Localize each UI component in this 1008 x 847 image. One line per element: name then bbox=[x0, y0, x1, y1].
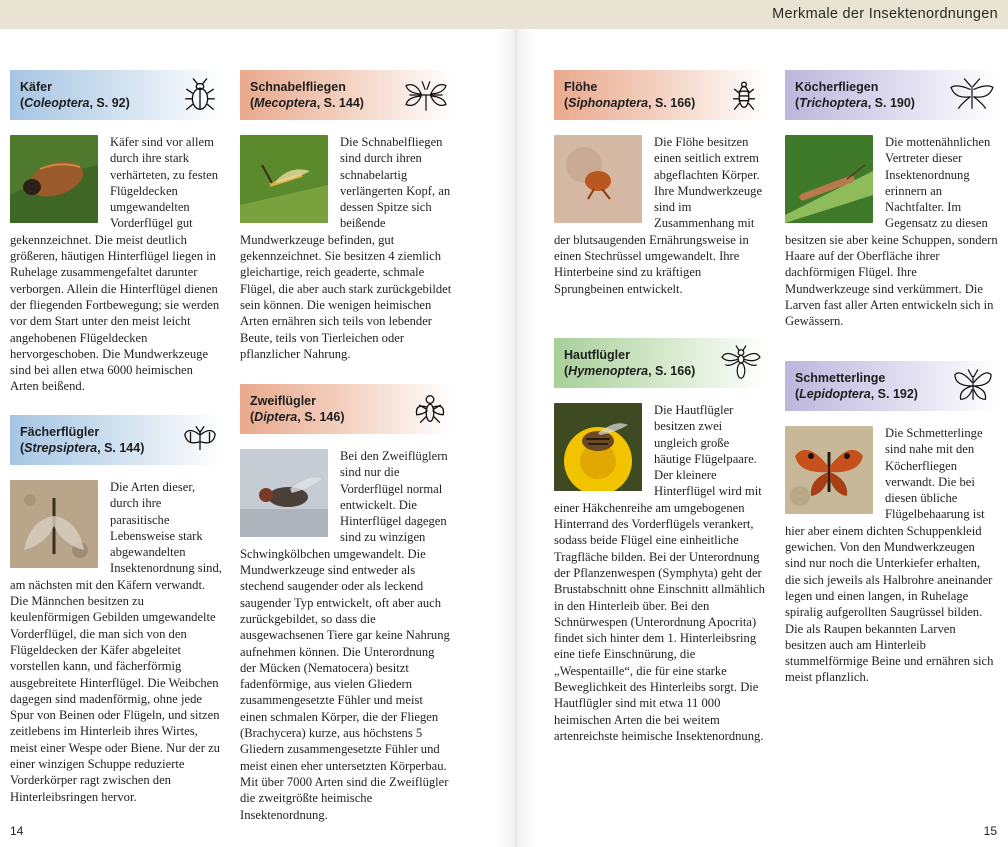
entry-title: Käfer bbox=[20, 80, 52, 94]
butterfly-photo bbox=[785, 426, 873, 514]
latin-name: Coleoptera bbox=[24, 96, 90, 110]
entry-schmetterlinge bbox=[785, 361, 998, 686]
entry-text: Die mottenähnlichen Vertreter dieser Insektenordnung erinnern an Nachtfalter. Im Gegensatz zu diesen besitzen sie aber keine Schuppen, sondern Haare auf der Oberfläche ihrer dachförmigen Flügel. Ihre Mundwerkzeuge sind verkümmert. Die Larven fast aller Arten entwickeln sich in Gewässern. bbox=[785, 135, 998, 329]
butterfly-icon bbox=[950, 367, 996, 405]
entry-title: Schmetterlinge bbox=[795, 371, 886, 385]
entry-floehe bbox=[554, 70, 767, 297]
entry-hautfluegler bbox=[554, 338, 767, 744]
entry-scientific-name: (Strepsiptera, S. 144) bbox=[20, 441, 145, 455]
latin-name: Diptera bbox=[254, 410, 298, 424]
entry-text: Die Schmetterlinge sind nahe mit den Köcherfliegen verwandt. Die bei diesen übliche Flügelbehaarung ist hier aber einem dichten Schuppenkleid gewichen. Von den Mundwerkzeugen sind nur noch die Unterkiefer erhalten, die sich jeweils als Halbrohre aneinander legen und einen langen, in Ruhelage spiralig aufgerollten Saugrüssel bilden. Die als Raupen bekannten Larven besitzen auch am Hinterleib stummelförmige Beine und ernähren sich meist pflanzlich. bbox=[785, 426, 994, 685]
entry-faecherfluegler bbox=[10, 415, 223, 805]
entry-header bbox=[785, 70, 998, 120]
entry-title: Flöhe bbox=[564, 80, 598, 94]
entry-kaefer bbox=[10, 70, 223, 395]
entry-scientific-name: (Coleoptera, S. 92) bbox=[20, 96, 130, 110]
entry-text: Die Hautflügler besitzen zwei ungleich große häutige Flügelpaare. Der kleinere Hinterflügel wird mit einer Häkchenreihe am umgebogenen Hinterrand des Vorderflügels verankert, sodass beide Flügel eine einheitliche Tragfläche bilden. Bei der Unterordnung der Pflanzenwespen (Symphyta) geht der Brustabschnitt ohne Einschnitt allmählich in den Hinterleib über. Bei den Schnürwespen (Unterordnung Apocrita) findet sich hinter dem 1. Hinterleibsring eine tiefe Einschnürung, die „Wespentaille“, die für eine starke Beweglichkeit des Hinterleibs sorgt. Die Hautflügler sind mit etwa 11 000 heimischen Arten die bei weitem artenreichste heimische Insektenordnung. bbox=[554, 403, 765, 743]
entry-header bbox=[10, 70, 223, 120]
strepsiptera-photo bbox=[10, 480, 98, 568]
entry-body bbox=[240, 448, 453, 823]
scorpionfly-photo bbox=[240, 135, 328, 223]
entry-body bbox=[240, 134, 453, 362]
entry-koecherfliegen bbox=[785, 70, 998, 330]
caddisfly-photo bbox=[785, 135, 873, 223]
entry-header bbox=[554, 70, 767, 120]
flea-photo bbox=[554, 135, 642, 223]
latin-name: Trichoptera bbox=[799, 96, 868, 110]
page-reference: , S. 192) bbox=[870, 387, 918, 401]
entry-body bbox=[10, 134, 223, 395]
entry-header bbox=[240, 384, 453, 434]
twisted-wing-insect-icon bbox=[181, 421, 219, 459]
entry-header bbox=[10, 415, 223, 465]
entry-text: Die Arten dieser, durch ihre parasitische Lebensweise stark abgewandelten Insektenordnung sind, am nächsten mit den Käfern verwandt. Die Männchen besitzen zu keulenförmigen Gebilden umgewandelte Vorderflügel, die man sich von den Flügeldecken der Käfer abgeleitet vorstellen kann, und fächerförmig ausgebreitete Hinterflügel. Die Weibchen dagegen sind madenförmig, ohne jede Spur von Beinen oder Flügeln, und sitzen zeitlebens im Hinterleib ihres Wirtes, meist einer Wespe oder Biene. Nur der zu einer winzigen Schuppe reduzierte Vorderkörper ragt zwischen den Hinterleibsringen hervor. bbox=[10, 480, 222, 804]
page-reference: , S. 166) bbox=[648, 364, 696, 378]
entry-body bbox=[554, 134, 767, 297]
wasp-icon bbox=[717, 344, 765, 382]
page-header-title: Merkmale der Insektenordnungen bbox=[772, 6, 998, 22]
entry-scientific-name: (Diptera, S. 146) bbox=[250, 410, 345, 424]
flea-icon bbox=[725, 76, 763, 114]
entry-text: Die Schnabelfliegen sind durch ihren schnabelartig verlängerten Kopf, an dessen Spitze sich beißende Mundwerkzeuge befinden, gut gekennzeichnet. Sie besitzen 4 ziemlich gleichartige, reich geaderte, schmale Flügel, die aber auch stark zurückgebildet sein können. Die wenigen heimischen Arten ernähren sich teils von lebender Beute, teils von Tierleichen oder pflanzlicher Nahrung. bbox=[240, 135, 452, 361]
entry-schnabelfliegen bbox=[240, 70, 453, 362]
entry-title: Fächerflügler bbox=[20, 425, 100, 439]
entry-title: Hautflügler bbox=[564, 348, 630, 362]
latin-name: Mecoptera bbox=[254, 96, 317, 110]
page-reference: , S. 144) bbox=[316, 96, 364, 110]
beetle-icon bbox=[181, 76, 219, 114]
entry-zweifluegler bbox=[240, 384, 453, 823]
scorpionfly-icon bbox=[401, 76, 451, 114]
entry-title: Köcherfliegen bbox=[795, 80, 879, 94]
entry-header bbox=[240, 70, 453, 120]
latin-name: Lepidoptera bbox=[799, 387, 871, 401]
entry-scientific-name: (Trichoptera, S. 190) bbox=[795, 96, 915, 110]
entry-text: Die Flöhe besitzen einen seitlich extrem abgeflachten Körper. Ihre Mundwerkzeuge sind im Zusammenhang mit der blutsaugenden Ernährungsweise in einen Stechrüssel umgewandelt. Ihre Hinterbeine sind zu kräftigen Sprungbeinen entwickelt. bbox=[554, 135, 763, 296]
entry-scientific-name: (Mecoptera, S. 144) bbox=[250, 96, 364, 110]
entry-header bbox=[554, 338, 767, 388]
entry-body bbox=[10, 479, 223, 805]
entry-body bbox=[554, 402, 767, 744]
caddisfly-icon bbox=[946, 76, 998, 114]
page-reference: , S. 92) bbox=[89, 96, 130, 110]
entry-text: Bei den Zweiflüglern sind nur die Vorderflügel normal entwickelt. Die Hinterflügel dagegen sind zu winzigen Schwingkölbchen umgewandelt. Die Mundwerkzeuge sind entweder als stechend saugender oder als leckend saugender Typ entwickelt, oft aber auch zurückgebildet, so dass die ausgewachsenen Tiere gar keine Nahrung aufnehmen können. Die Unterordnung der Mücken (Nematocera) besitzt fadenförmige, aus vielen Gliedern zusammengesetzte Fühler und meist einen schmalen Körper, die der Fliegen (Brachycera) kurze, aus höchstens 5 Gliedern zusammengesetzte Fühler und meist einen eher untersetzten Körperbau. Mit über 7000 Arten sind die Zweiflügler die zweitgrößte heimische Insektenordnung. bbox=[240, 449, 450, 822]
page-reference: , S. 190) bbox=[867, 96, 915, 110]
entry-scientific-name: (Lepidoptera, S. 192) bbox=[795, 387, 918, 401]
entry-title: Schnabelfliegen bbox=[250, 80, 346, 94]
fly-icon bbox=[411, 390, 449, 428]
latin-name: Hymenoptera bbox=[568, 364, 649, 378]
fly-photo bbox=[240, 449, 328, 537]
entry-header bbox=[785, 361, 998, 411]
page-number-right: 15 bbox=[983, 824, 997, 838]
latin-name: Siphonaptera bbox=[568, 96, 649, 110]
cockchafer-photo bbox=[10, 135, 98, 223]
entry-scientific-name: (Siphonaptera, S. 166) bbox=[564, 96, 696, 110]
entry-title: Zweiflügler bbox=[250, 394, 316, 408]
page-reference: , S. 166) bbox=[648, 96, 696, 110]
entry-body bbox=[785, 425, 998, 686]
entry-body bbox=[785, 134, 998, 330]
page-reference: , S. 144) bbox=[97, 441, 145, 455]
page-reference: , S. 146) bbox=[297, 410, 345, 424]
bee-photo bbox=[554, 403, 642, 491]
book-gutter bbox=[496, 29, 536, 847]
entry-text: Käfer sind vor allem durch ihre stark verhärteten, zu festen Flügeldecken umgewandelten Vorderflügel gut gekennzeichnet. Die meist deutlich größeren, häutigen Hinterflügel liegen in Ruhelage zusammengefaltet darunter verborgen. Allein die Hinterflügel dienen der fliegenden Fortbewegung; sie werden vor dem Start unter den meist leicht angehobenen Flügeldecken hervorgeschoben. Die Mundwerkzeuge sind bei allen etwa 6000 heimischen Arten beißend. bbox=[10, 135, 220, 394]
entry-scientific-name: (Hymenoptera, S. 166) bbox=[564, 364, 696, 378]
latin-name: Strepsiptera bbox=[24, 441, 98, 455]
page-number-left: 14 bbox=[10, 824, 24, 838]
